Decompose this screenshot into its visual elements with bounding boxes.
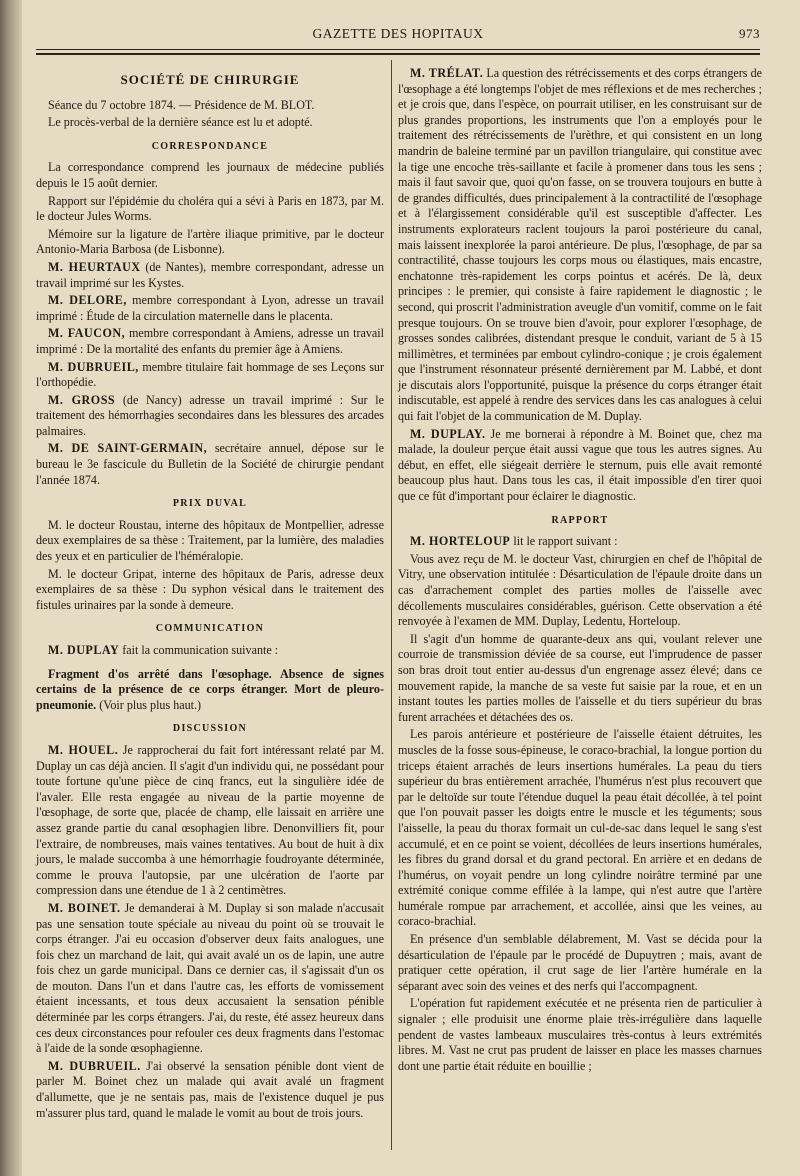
prix-heading: PRIX DUVAL [172,498,248,510]
paragraph-text: lit le rapport suivant : [513,534,618,549]
communication-title [36,667,384,714]
speaker-name: M. DELORE, [48,293,127,308]
paragraph-text: (de Nantes), membre correspondant, adresse un travail imprimé sur les Kystes. [36,259,384,290]
speaker-name: M. DUBRUEIL. [48,1058,141,1073]
paragraph-text: membre correspondant à Lyon, adresse un travail imprimé : Étude de la circulation maternelle dans le placenta. [36,293,384,323]
discussion-p1 [36,743,384,899]
correspondance-heading: CORRESPONDANCE [151,140,269,152]
speaker-name: M. HORTELOUP [410,534,511,549]
rapport-p2: Il s'agit d'un homme de quarante-deux ans qui, voulant relever une courroie de transmission déviée de sa course, eut l'imprudence de passer son bras droit tout entier au-dessus d'un engrenage assez élevé; dans ce mouvement rapide, la manche de sa veste fut saisie par la roue, et en un instant toutes les parties molles de l'aisselle et du tiers supérieur du bras furent arrachées et détachées des os. [398,631,762,724]
correspondance-p6 [36,326,384,357]
paragraph-text: fait la communication suivante : [122,643,279,657]
paragraph-text: membre correspondant à Amiens, adresse un travail imprimé : De la mortalité des enfants du premier âge à Amiens. [36,326,384,356]
communication-title-tail: (Voir plus plus haut.) [99,697,202,712]
communication-heading: COMMUNICATION [155,623,265,635]
rapport-p4: En présence d'un semblable délabrement, M. Vast se décida pour la désarticulation de l'épaule par le procédé de Dupuytren ; mais, avant de pratiquer cette opération, il crut sage de lier l'artère humérale en la séparant avec soin des veines et des nerfs qui l'accompagnent. [398,932,762,993]
page-number: 973 [739,26,760,41]
rapport-p1: Vous avez reçu de M. le docteur Vast, chirurgien en chef de l'hôpital de Vitry, une observation intitulée : Désarticulation de l'épaule droite dans un cas d'arrachement complet des parties molles de l'aisselle avec décollements musculaires considérables, guérison. Cette observation a été renvoyée à l'examen de MM. Duplay, Ledentu, Horteloup. [398,551,762,629]
speaker-name: M. HEURTAUX [48,259,141,274]
header-rule-thick [36,53,760,55]
speaker-name: M. GROSS [48,392,116,407]
paragraph-text: Je me bornerai à répondre à M. Boinet que, chez ma malade, la douleur perçue était aussi vague que tous les autres signes. Au début, en effet, elle siégeait derrière le sternum, puis elle avait remonté beaucoup plus haut. Dans tous les cas, il était impossible d'en tirer quoi que ce fût d'important pour éclairer le diagnostic. [398,426,762,504]
paragraph-text: membre titulaire fait hommage de ses Leçons sur l'orthopédie. [36,359,385,390]
correspondance-p9 [36,441,384,488]
paragraph-text: J'ai observé la sensation pénible dont vient de parler M. Boinet chez un malade qui avait avalé un fragment d'allumette, que je ne sentais pas, mais de l'existence duquel je pus m'assurer plus tard, quand le malade le vomit au bout de trois jours. [36,1058,384,1120]
correspondance-p3: Mémoire sur la ligature de l'artère iliaque primitive, par le docteur Antonio-Maria Barbosa (de Lisbonne). [36,226,384,257]
speaker-name: M. HOUEL. [48,742,119,757]
speaker-name: M. BOINET. [48,900,121,915]
correspondance-p5 [36,293,384,324]
right-column [398,66,762,1076]
society-title: SOCIÉTÉ DE CHIRURGIE [120,72,300,87]
discussion-p3 [36,1059,384,1121]
rapport-p3: Les parois antérieure et postérieure de l'aisselle étaient détruites, les muscles de la fosse sous-épineuse, le coraco-brachial, la longue portion du triceps étaient arrachés de leurs insertions humérales. La peau du tiers supérieur du bras entièrement arrachée, l'humérus n'est plus recouvert que par le deltoïde sur toute l'étendue duquel la peau était décollée, à tel point que l'on pouvait passer les doigts entre le muscle et les téguments; sous l'aisselle, la peau du thorax formait un cul-de-sac dans lequel le sang s'est accumulé, et en ce point se voient, décollées de leurs insertions humérales, les fibres du grand dorsal et du grand pectoral. En arrière et en dedans de l'humérus, on voyait pendre un long cylindre noirâtre terminé par une extrémité conique comme effilée à la lampe, qui n'est autre que l'artère humérale rompue par arrachement, et accollée, ainsi que les veines, au coraco-brachial. [398,727,762,929]
correspondance-p4 [36,260,384,291]
paragraph-text: Je demanderai à M. Duplay si son malade n'accusait pas une sensation toute spéciale au niveau du point où se trouvait le corps étranger. J'ai eu occasion d'observer deux faits analogues, une fois chez un marchand de lait, qui avait avalé un os de lapin, une autre fois chez un garde municipal. Dans ce dernier cas, il s'agissait d'un os de mouton. Dans l'un et dans l'autre cas, les efforts de vomissement étaient incessants, et tous deux accusaient la sensation pénible déterminée par les corps étrangers. J'ai, du reste, été assez heureux dans ces deux circonstances pour refouler ces deux fragments dans l'estomac à l'aide de la sonde œsophagienne. [36,900,384,1056]
paragraph-text: secrétaire annuel, dépose sur le bureau le 3e fascicule du Bulletin de la Société de chirurgie pendant l'année 1874. [36,441,384,487]
minutes-line: Le procès-verbal de la dernière séance est lu et adopté. [48,115,313,130]
binding-gutter [0,0,22,1176]
communication-title-bold: Fragment d'os arrêté dans l'œsophage. Absence de signes certains de la présence de ce corps étranger. Mort de pleuro-pneumonie. [36,666,384,712]
rapport-p5: L'opération fut rapidement exécutée et ne présenta rien de particulier à signaler ; elle produisit une énorme plaie très-irrégulière dans laquelle pendent de vastes lambeaux musculaires très-contus à leurs extrémités libres. M. Vast ne crut pas prudent de laisser en place les masses charnues dont une partie était réduite en bouillie ; [398,996,762,1073]
duplay-paragraph [398,427,762,505]
paragraph-text: (de Nancy) adresse un travail imprimé : Sur le traitement des hémorrhagies secondaires dans les blessures des arcades palmaires. [36,392,384,438]
speaker-name: M. DUPLAY [48,643,120,657]
column-divider [391,60,392,1150]
journal-title: GAZETTE DES HOPITAUX [312,26,484,41]
communication-p1 [36,643,384,659]
prix-p1: M. le docteur Roustau, interne des hôpitaux de Montpellier, adresse deux exemplaires de sa thèse : Traitement, par la lumière, des maladies des yeux et en particulier de l'héméralopie. [36,517,384,564]
speaker-name: M. DUBRUEIL, [48,359,139,374]
paragraph-text: La question des rétrécissements et des corps étrangers de l'œsophage a été longtemps l'objet de mes réflexions et de mes recherches ; et je crois que, dans l'espèce, on pourrait utiliser, en les construisant sur de plus grandes proportions, les instruments que l'on a employés pour le traitement des rétrécissements de l'urèthre, et qui consistent en un long mandrin de baleine terminé par un pavillon triangulaire, qui constitue avec la tige une encoche très-saillante et facile à promener dans tous les sens ; mais il faut savoir que, quoi qu'on fasse, on se trouvera toujours en butte à de grandes difficultés, dues principalement à la contractilité de l'œsophage et à l'élargissement considérable qu'il est susceptible d'affecter. Les instruments explorateurs raclent toujours la paroi postérieure du canal, mais laissent inexplorée la paroi antérieure. De plus, l'œsophage, de par sa contractilité, chasse toujours les corps mous ou élastiques, mais encastre, enchatonne très-rapidement les corps pointus et acérés. De là, deux principes : le premier, qui consiste à faire rapidement le diagnostic ; le second, qui proscrit l'administration aveugle d'un vomitif, comme on le fait presque toujours. On se trouve bien d'avoir, pour explorer l'œsophage, de grosses sondes calibrées, distendant presque le conduit, variant de 5 à 15 millimètres, et terminées par embout cylindro-conique ; je crois également que l'instrument résonnateur présenté dernièrement par M. Labbé, et dont je discutais alors l'opportunité, puisque la présence du corps étranger était indiscutable, est appelé à rendre des services dans les cas analogues à celui qui fait l'objet de la communication de M. Duplay. [398,66,762,424]
correspondance-p1: La correspondance comprend les journaux de médecine publiés depuis le 15 août dernier. [36,160,384,190]
page-header [36,26,760,48]
speaker-name: M. FAUCON, [48,326,126,341]
speaker-name: M. TRÉLAT. [410,66,484,80]
discussion-heading: DISCUSSION [172,723,248,735]
session-line: Séance du 7 octobre 1874. — Présidence de M. BLOT. [48,97,315,112]
paragraph-text: Je rapprocherai du fait fort intéressant relaté par M. Duplay un cas déjà ancien. Il s'agit d'un individu qui, ne possédant pour toute fortune qu'une pièce de cinq francs, eut la singulière idée de l'avaler. Elle resta engagée au niveau de la partie moyenne de l'œsophage, de sorte que, placée de champ, elle laissait en arrière une assez grande partie du canal œsophagien libre. Denonvilliers fit, pour l'extraire, de nombreuses, mais vaines tentatives. Au bout de huit à dix jours, le malade succomba à une hémorrhagie foudroyante déterminée, comme le prouva l'autopsie, par une ulcération de l'aorte par compression dans une étendue de 1 à 2 centimètres. [36,742,384,898]
horteloup-paragraph [398,534,762,550]
correspondance-p8 [36,393,384,440]
header-rule [36,49,760,50]
trelat-paragraph [398,66,762,425]
left-column [36,66,384,1123]
correspondance-p7 [36,360,384,391]
speaker-name: M. DUPLAY. [410,426,486,441]
discussion-p2 [36,901,384,1057]
rapport-heading: RAPPORT [551,514,609,526]
prix-p2: M. le docteur Gripat, interne des hôpitaux de Paris, adresse deux exemplaires de sa thèse : Du syphon vésical dans le traitement des fistules urinaires par la sonde à demeure. [36,566,384,612]
speaker-name: M. DE SAINT-GERMAIN, [48,441,208,456]
correspondance-p2: Rapport sur l'épidémie du choléra qui a sévi à Paris en 1873, par M. le docteur Jules Worms. [36,193,384,224]
